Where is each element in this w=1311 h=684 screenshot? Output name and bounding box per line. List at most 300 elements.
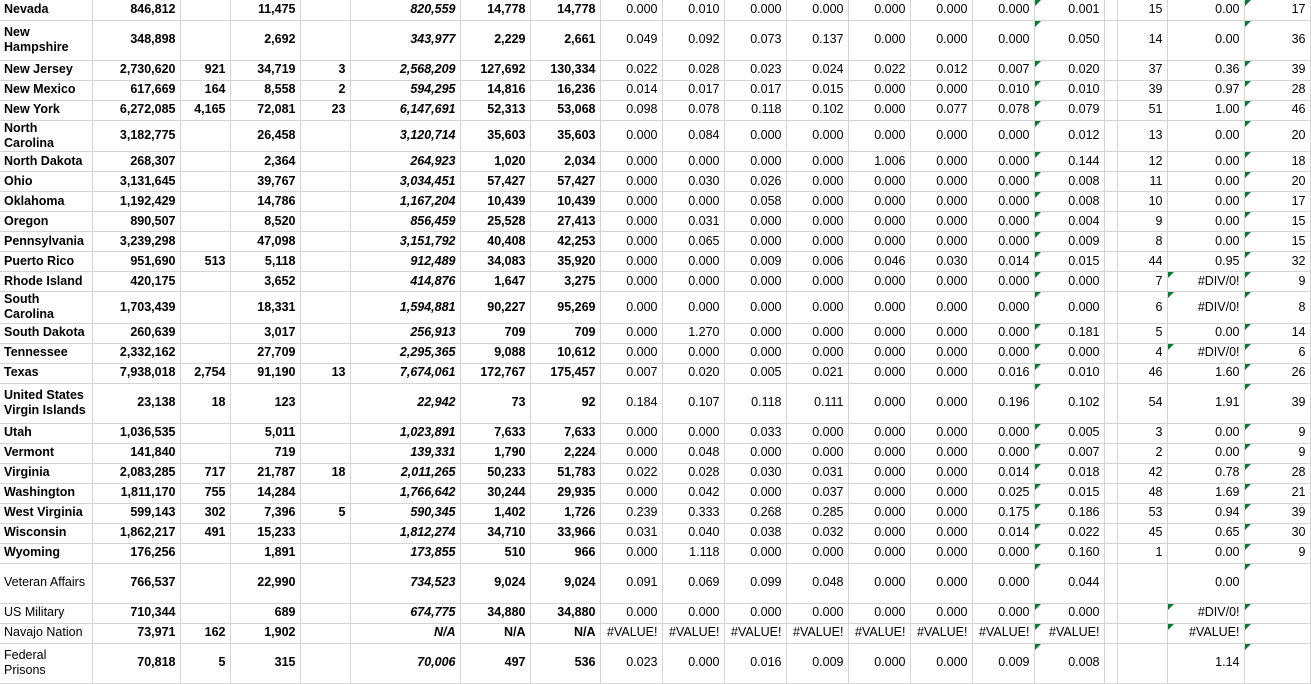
rank-cell[interactable] [1117, 643, 1167, 683]
rate-cell[interactable]: 0.000 [848, 120, 910, 152]
rate-cell[interactable]: 1.270 [662, 323, 724, 343]
rate-cell[interactable]: 0.031 [662, 212, 724, 232]
table-row[interactable] [0, 152, 1310, 172]
ratio-cell[interactable]: 0.00 [1167, 192, 1244, 212]
rate-cell[interactable]: 0.000 [724, 483, 786, 503]
rate-cell-commented[interactable]: #VALUE! [1034, 623, 1104, 643]
rate-cell[interactable]: 0.000 [600, 120, 662, 152]
total-cell[interactable]: 1,811,170 [92, 483, 180, 503]
rate-cell[interactable]: 0.092 [662, 20, 724, 60]
rate-cell[interactable]: 0.010 [972, 80, 1034, 100]
rate-cell-commented[interactable]: 0.000 [1034, 343, 1104, 363]
row-label-cell[interactable]: Utah [0, 423, 92, 443]
rate-cell[interactable]: 0.000 [786, 212, 848, 232]
score-cell-commented[interactable] [1244, 643, 1310, 683]
rate-cell[interactable]: 0.021 [786, 363, 848, 383]
column-separator-bar[interactable] [1104, 152, 1117, 172]
rate-cell[interactable]: #VALUE! [910, 623, 972, 643]
rate-cell[interactable]: 0.024 [786, 60, 848, 80]
rate-cell[interactable]: 0.069 [662, 563, 724, 603]
rate-cell[interactable]: 0.000 [724, 603, 786, 623]
rate-cell[interactable]: 0.000 [848, 192, 910, 212]
row-label-cell[interactable]: Federal Prisons [0, 643, 92, 683]
rate-cell[interactable]: 0.000 [786, 192, 848, 212]
derived-count-cell[interactable]: 173,855 [350, 543, 460, 563]
rate-cell[interactable]: 0.000 [848, 643, 910, 683]
rate-cell[interactable]: 0.000 [910, 192, 972, 212]
table-row[interactable] [0, 100, 1310, 120]
ratio-cell[interactable]: 0.65 [1167, 523, 1244, 543]
total-cell[interactable]: 23,138 [92, 383, 180, 423]
row-label-cell[interactable]: Veteran Affairs [0, 563, 92, 603]
table-row[interactable] [0, 483, 1310, 503]
rate-cell[interactable]: 0.000 [848, 563, 910, 603]
column-separator-bar[interactable] [1104, 623, 1117, 643]
column-separator-bar[interactable] [1104, 423, 1117, 443]
rate-cell[interactable]: 0.000 [724, 212, 786, 232]
score-cell-commented[interactable]: 21 [1244, 483, 1310, 503]
count-cell[interactable]: 16,236 [530, 80, 600, 100]
count-cell[interactable]: 2,034 [530, 152, 600, 172]
rate-cell[interactable]: 0.000 [910, 343, 972, 363]
score-cell-commented[interactable]: 36 [1244, 20, 1310, 60]
count-cell[interactable] [300, 383, 350, 423]
column-separator-bar[interactable] [1104, 543, 1117, 563]
count-cell[interactable]: 10,439 [530, 192, 600, 212]
count-cell[interactable] [300, 643, 350, 683]
count-cell[interactable]: 302 [180, 503, 230, 523]
rate-cell[interactable]: 0.118 [724, 383, 786, 423]
rate-cell[interactable]: 0.000 [600, 252, 662, 272]
count-cell[interactable] [180, 212, 230, 232]
count-cell[interactable]: 14,778 [530, 0, 600, 20]
count-cell[interactable]: 689 [230, 603, 300, 623]
ratio-cell[interactable]: 1.00 [1167, 100, 1244, 120]
total-cell[interactable]: 846,812 [92, 0, 180, 20]
rate-cell[interactable]: 0.033 [724, 423, 786, 443]
rate-cell[interactable]: 0.000 [600, 212, 662, 232]
count-cell[interactable]: 1,020 [460, 152, 530, 172]
rate-cell[interactable]: 0.000 [662, 252, 724, 272]
count-cell[interactable]: 51,783 [530, 463, 600, 483]
table-row[interactable] [0, 423, 1310, 443]
count-cell[interactable]: 3,275 [530, 272, 600, 292]
ratio-cell[interactable]: 0.97 [1167, 80, 1244, 100]
rate-cell[interactable]: 1.118 [662, 543, 724, 563]
rate-cell[interactable]: 0.000 [848, 543, 910, 563]
total-cell[interactable]: 73,971 [92, 623, 180, 643]
rate-cell[interactable]: 0.102 [786, 100, 848, 120]
ratio-cell[interactable]: 0.00 [1167, 120, 1244, 152]
rate-cell[interactable]: 0.000 [786, 120, 848, 152]
count-cell[interactable]: 10,612 [530, 343, 600, 363]
rate-cell[interactable]: 0.000 [848, 343, 910, 363]
rate-cell[interactable]: 0.048 [662, 443, 724, 463]
column-separator-bar[interactable] [1104, 120, 1117, 152]
rate-cell[interactable]: 0.009 [786, 643, 848, 683]
rate-cell[interactable]: 0.000 [724, 292, 786, 324]
rank-cell[interactable]: 1 [1117, 543, 1167, 563]
rate-cell[interactable]: 0.000 [662, 272, 724, 292]
rate-cell[interactable]: 0.000 [848, 80, 910, 100]
count-cell[interactable]: 42,253 [530, 232, 600, 252]
count-cell[interactable] [180, 343, 230, 363]
count-cell[interactable]: 2,364 [230, 152, 300, 172]
rate-cell[interactable]: 0.030 [662, 172, 724, 192]
rate-cell[interactable]: 0.078 [972, 100, 1034, 120]
count-cell[interactable] [180, 603, 230, 623]
rate-cell[interactable]: 0.000 [786, 152, 848, 172]
rate-cell[interactable]: 0.000 [848, 503, 910, 523]
count-cell[interactable] [180, 152, 230, 172]
row-label-cell[interactable]: New Mexico [0, 80, 92, 100]
rate-cell[interactable]: 0.000 [848, 272, 910, 292]
count-cell[interactable]: 35,603 [530, 120, 600, 152]
rate-cell[interactable]: 0.137 [786, 20, 848, 60]
rate-cell-commented[interactable]: 0.000 [1034, 272, 1104, 292]
rate-cell[interactable]: 0.000 [786, 323, 848, 343]
rate-cell-commented[interactable]: 0.008 [1034, 643, 1104, 683]
count-cell[interactable] [300, 252, 350, 272]
derived-count-cell[interactable]: 1,023,891 [350, 423, 460, 443]
column-separator-bar[interactable] [1104, 463, 1117, 483]
row-label-cell[interactable]: Puerto Rico [0, 252, 92, 272]
ratio-cell[interactable]: 1.91 [1167, 383, 1244, 423]
rate-cell[interactable]: 0.030 [910, 252, 972, 272]
count-cell[interactable]: 1,790 [460, 443, 530, 463]
rate-cell-commented[interactable]: 0.160 [1034, 543, 1104, 563]
score-cell-commented[interactable]: 20 [1244, 120, 1310, 152]
row-label-cell[interactable]: Tennessee [0, 343, 92, 363]
rate-cell[interactable]: 0.000 [910, 0, 972, 20]
count-cell[interactable] [300, 192, 350, 212]
column-separator-bar[interactable] [1104, 523, 1117, 543]
rate-cell[interactable]: #VALUE! [786, 623, 848, 643]
rate-cell[interactable]: 0.017 [724, 80, 786, 100]
rate-cell-commented[interactable]: 0.186 [1034, 503, 1104, 523]
derived-count-cell[interactable]: 22,942 [350, 383, 460, 423]
rate-cell[interactable]: 0.000 [600, 423, 662, 443]
column-separator-bar[interactable] [1104, 503, 1117, 523]
rate-cell[interactable]: 0.000 [724, 323, 786, 343]
rate-cell[interactable]: 0.005 [724, 363, 786, 383]
rank-cell[interactable]: 13 [1117, 120, 1167, 152]
row-label-cell[interactable]: Wyoming [0, 543, 92, 563]
count-cell[interactable]: 27,709 [230, 343, 300, 363]
rate-cell[interactable]: 0.000 [786, 443, 848, 463]
table-row[interactable] [0, 192, 1310, 212]
rate-cell[interactable]: 0.111 [786, 383, 848, 423]
count-cell[interactable] [180, 192, 230, 212]
rate-cell-commented[interactable]: 0.181 [1034, 323, 1104, 343]
rate-cell[interactable]: 0.000 [786, 272, 848, 292]
count-cell[interactable]: 709 [460, 323, 530, 343]
score-cell-commented[interactable] [1244, 563, 1310, 603]
rank-cell[interactable]: 37 [1117, 60, 1167, 80]
total-cell[interactable]: 3,131,645 [92, 172, 180, 192]
rate-cell[interactable]: 0.000 [972, 212, 1034, 232]
column-separator-bar[interactable] [1104, 0, 1117, 20]
rank-cell[interactable]: 39 [1117, 80, 1167, 100]
ratio-cell[interactable]: 0.95 [1167, 252, 1244, 272]
rate-cell[interactable]: 0.000 [662, 292, 724, 324]
count-cell[interactable] [300, 523, 350, 543]
rate-cell[interactable]: 0.000 [662, 603, 724, 623]
count-cell[interactable] [180, 272, 230, 292]
column-separator-bar[interactable] [1104, 643, 1117, 683]
score-cell-commented[interactable]: 15 [1244, 212, 1310, 232]
ratio-cell[interactable]: 1.14 [1167, 643, 1244, 683]
score-cell-commented[interactable]: 17 [1244, 192, 1310, 212]
count-cell[interactable] [180, 20, 230, 60]
rate-cell[interactable]: 0.000 [724, 343, 786, 363]
count-cell[interactable]: 5 [300, 503, 350, 523]
rate-cell-commented[interactable]: 0.144 [1034, 152, 1104, 172]
score-cell-commented[interactable]: 14 [1244, 323, 1310, 343]
ratio-cell[interactable]: 0.00 [1167, 212, 1244, 232]
count-cell[interactable]: 52,313 [460, 100, 530, 120]
count-cell[interactable]: 34,083 [460, 252, 530, 272]
rate-cell[interactable]: 0.000 [910, 443, 972, 463]
count-cell[interactable]: 513 [180, 252, 230, 272]
count-cell[interactable]: 8,520 [230, 212, 300, 232]
row-label-cell[interactable]: South Dakota [0, 323, 92, 343]
table-row[interactable] [0, 503, 1310, 523]
rate-cell[interactable]: 0.000 [786, 232, 848, 252]
rate-cell[interactable]: 0.028 [662, 463, 724, 483]
score-cell-commented[interactable]: 20 [1244, 172, 1310, 192]
rate-cell[interactable]: 0.000 [786, 603, 848, 623]
count-cell[interactable]: 9,088 [460, 343, 530, 363]
column-separator-bar[interactable] [1104, 252, 1117, 272]
rank-cell[interactable]: 15 [1117, 0, 1167, 20]
total-cell[interactable]: 2,730,620 [92, 60, 180, 80]
rate-cell-commented[interactable]: 0.015 [1034, 483, 1104, 503]
total-cell[interactable]: 1,703,439 [92, 292, 180, 324]
rate-cell-commented[interactable]: 0.020 [1034, 60, 1104, 80]
rate-cell[interactable]: 0.000 [848, 423, 910, 443]
rate-cell[interactable]: #VALUE! [724, 623, 786, 643]
score-cell-commented[interactable]: 9 [1244, 423, 1310, 443]
table-row[interactable] [0, 20, 1310, 60]
rate-cell[interactable]: 0.000 [600, 272, 662, 292]
rate-cell[interactable]: 0.028 [662, 60, 724, 80]
rank-cell[interactable] [1117, 603, 1167, 623]
rate-cell[interactable]: 0.000 [848, 383, 910, 423]
score-cell-commented[interactable]: 28 [1244, 80, 1310, 100]
count-cell[interactable]: 90,227 [460, 292, 530, 324]
rate-cell[interactable]: 0.000 [662, 643, 724, 683]
count-cell[interactable]: 25,528 [460, 212, 530, 232]
rate-cell[interactable]: 0.000 [600, 443, 662, 463]
rate-cell[interactable]: 0.000 [972, 272, 1034, 292]
score-cell-commented[interactable]: 30 [1244, 523, 1310, 543]
derived-count-cell[interactable]: 3,120,714 [350, 120, 460, 152]
rank-cell[interactable]: 51 [1117, 100, 1167, 120]
score-cell-commented[interactable]: 46 [1244, 100, 1310, 120]
count-cell[interactable]: 3,017 [230, 323, 300, 343]
count-cell[interactable]: 26,458 [230, 120, 300, 152]
rate-cell[interactable]: 0.000 [972, 20, 1034, 60]
rate-cell[interactable]: 0.073 [724, 20, 786, 60]
table-row[interactable] [0, 343, 1310, 363]
rate-cell[interactable]: 0.000 [972, 0, 1034, 20]
row-label-cell[interactable]: Pennsylvania [0, 232, 92, 252]
derived-count-cell[interactable]: 3,034,451 [350, 172, 460, 192]
rank-cell[interactable]: 42 [1117, 463, 1167, 483]
rate-cell-commented[interactable]: 0.001 [1034, 0, 1104, 20]
rank-cell[interactable]: 3 [1117, 423, 1167, 443]
row-label-cell[interactable]: North Carolina [0, 120, 92, 152]
count-cell[interactable] [180, 120, 230, 152]
count-cell[interactable]: 175,457 [530, 363, 600, 383]
rate-cell[interactable]: 0.022 [600, 463, 662, 483]
ratio-cell[interactable]: 0.00 [1167, 323, 1244, 343]
count-cell[interactable] [300, 563, 350, 603]
count-cell[interactable]: 47,098 [230, 232, 300, 252]
rate-cell[interactable]: 0.022 [600, 60, 662, 80]
derived-count-cell[interactable]: 1,812,274 [350, 523, 460, 543]
ratio-cell[interactable]: 0.00 [1167, 543, 1244, 563]
rate-cell[interactable]: 0.000 [972, 192, 1034, 212]
count-cell[interactable]: 57,427 [530, 172, 600, 192]
score-cell-commented[interactable]: 39 [1244, 503, 1310, 523]
score-cell-commented[interactable]: 6 [1244, 343, 1310, 363]
total-cell[interactable]: 420,175 [92, 272, 180, 292]
row-label-cell[interactable]: North Dakota [0, 152, 92, 172]
total-cell[interactable]: 7,938,018 [92, 363, 180, 383]
count-cell[interactable] [180, 172, 230, 192]
count-cell[interactable] [300, 152, 350, 172]
count-cell[interactable]: 130,334 [530, 60, 600, 80]
count-cell[interactable]: 123 [230, 383, 300, 423]
row-label-cell[interactable]: Ohio [0, 172, 92, 192]
rate-cell[interactable]: 0.015 [786, 80, 848, 100]
rate-cell[interactable]: 0.000 [910, 323, 972, 343]
total-cell[interactable]: 710,344 [92, 603, 180, 623]
count-cell[interactable]: 14,284 [230, 483, 300, 503]
rate-cell[interactable]: 0.000 [972, 563, 1034, 603]
count-cell[interactable]: 95,269 [530, 292, 600, 324]
ratio-cell[interactable]: 0.00 [1167, 423, 1244, 443]
rate-cell-commented[interactable]: 0.005 [1034, 423, 1104, 443]
count-cell[interactable]: 91,190 [230, 363, 300, 383]
rank-cell[interactable]: 44 [1117, 252, 1167, 272]
score-cell-commented[interactable]: 39 [1244, 383, 1310, 423]
ratio-cell[interactable]: 0.00 [1167, 152, 1244, 172]
count-cell[interactable]: 27,413 [530, 212, 600, 232]
rate-cell[interactable]: 0.000 [662, 192, 724, 212]
rate-cell[interactable]: 0.000 [662, 152, 724, 172]
count-cell[interactable]: 2,754 [180, 363, 230, 383]
count-cell[interactable] [300, 543, 350, 563]
rate-cell[interactable]: 0.009 [724, 252, 786, 272]
rate-cell[interactable]: 0.118 [724, 100, 786, 120]
rate-cell[interactable]: 0.000 [786, 292, 848, 324]
derived-count-cell[interactable]: 70,006 [350, 643, 460, 683]
table-row[interactable] [0, 463, 1310, 483]
rate-cell[interactable]: 0.000 [724, 152, 786, 172]
rate-cell[interactable]: 0.000 [600, 172, 662, 192]
score-cell-commented[interactable]: 32 [1244, 252, 1310, 272]
rate-cell-commented[interactable]: 0.010 [1034, 80, 1104, 100]
count-cell[interactable] [300, 20, 350, 60]
table-row[interactable] [0, 643, 1310, 683]
derived-count-cell[interactable]: 2,295,365 [350, 343, 460, 363]
rate-cell[interactable]: 0.042 [662, 483, 724, 503]
count-cell[interactable]: 510 [460, 543, 530, 563]
count-cell[interactable]: 34,880 [460, 603, 530, 623]
ratio-cell[interactable]: 0.00 [1167, 563, 1244, 603]
rate-cell[interactable]: 0.000 [848, 100, 910, 120]
rate-cell[interactable]: 0.048 [786, 563, 848, 603]
rate-cell[interactable]: 0.007 [600, 363, 662, 383]
rate-cell[interactable]: 0.000 [786, 423, 848, 443]
count-cell[interactable]: 7,633 [530, 423, 600, 443]
rate-cell[interactable]: 0.000 [724, 232, 786, 252]
count-cell[interactable]: 50,233 [460, 463, 530, 483]
rate-cell[interactable]: 0.000 [848, 363, 910, 383]
derived-count-cell[interactable]: 264,923 [350, 152, 460, 172]
column-separator-bar[interactable] [1104, 443, 1117, 463]
table-row[interactable] [0, 363, 1310, 383]
total-cell[interactable]: 766,537 [92, 563, 180, 603]
rate-cell[interactable]: 0.031 [600, 523, 662, 543]
count-cell[interactable]: 29,935 [530, 483, 600, 503]
rate-cell[interactable]: 0.000 [600, 192, 662, 212]
count-cell[interactable]: 73 [460, 383, 530, 423]
rate-cell[interactable]: 0.107 [662, 383, 724, 423]
rate-cell[interactable]: 0.000 [972, 120, 1034, 152]
rank-cell[interactable]: 5 [1117, 323, 1167, 343]
total-cell[interactable]: 260,639 [92, 323, 180, 343]
count-cell[interactable]: 8,558 [230, 80, 300, 100]
rate-cell[interactable]: 0.000 [972, 152, 1034, 172]
ratio-cell[interactable]: 0.94 [1167, 503, 1244, 523]
count-cell[interactable]: 22,990 [230, 563, 300, 603]
derived-count-cell[interactable]: 2,011,265 [350, 463, 460, 483]
total-cell[interactable]: 6,272,085 [92, 100, 180, 120]
rate-cell[interactable]: 0.037 [786, 483, 848, 503]
score-cell-commented[interactable]: 15 [1244, 232, 1310, 252]
derived-count-cell[interactable]: 414,876 [350, 272, 460, 292]
count-cell[interactable]: 162 [180, 623, 230, 643]
count-cell[interactable]: 14,778 [460, 0, 530, 20]
rank-cell[interactable]: 4 [1117, 343, 1167, 363]
rate-cell[interactable]: 0.000 [848, 212, 910, 232]
ratio-cell[interactable]: 1.69 [1167, 483, 1244, 503]
derived-count-cell[interactable]: 912,489 [350, 252, 460, 272]
count-cell[interactable]: 966 [530, 543, 600, 563]
count-cell[interactable]: 2,229 [460, 20, 530, 60]
count-cell[interactable] [180, 423, 230, 443]
rate-cell[interactable]: 0.000 [910, 643, 972, 683]
rate-cell[interactable]: 0.000 [910, 152, 972, 172]
rate-cell[interactable]: 0.000 [848, 603, 910, 623]
count-cell[interactable] [300, 343, 350, 363]
ratio-cell[interactable]: 1.60 [1167, 363, 1244, 383]
score-cell-commented[interactable]: 9 [1244, 543, 1310, 563]
rank-cell[interactable]: 10 [1117, 192, 1167, 212]
column-separator-bar[interactable] [1104, 60, 1117, 80]
rate-cell-commented[interactable]: 0.009 [1034, 232, 1104, 252]
rate-cell[interactable]: 0.000 [972, 443, 1034, 463]
rank-cell[interactable]: 8 [1117, 232, 1167, 252]
score-cell-commented[interactable]: 17 [1244, 0, 1310, 20]
total-cell[interactable]: 268,307 [92, 152, 180, 172]
rank-cell[interactable]: 45 [1117, 523, 1167, 543]
ratio-cell[interactable]: #DIV/0! [1167, 292, 1244, 324]
